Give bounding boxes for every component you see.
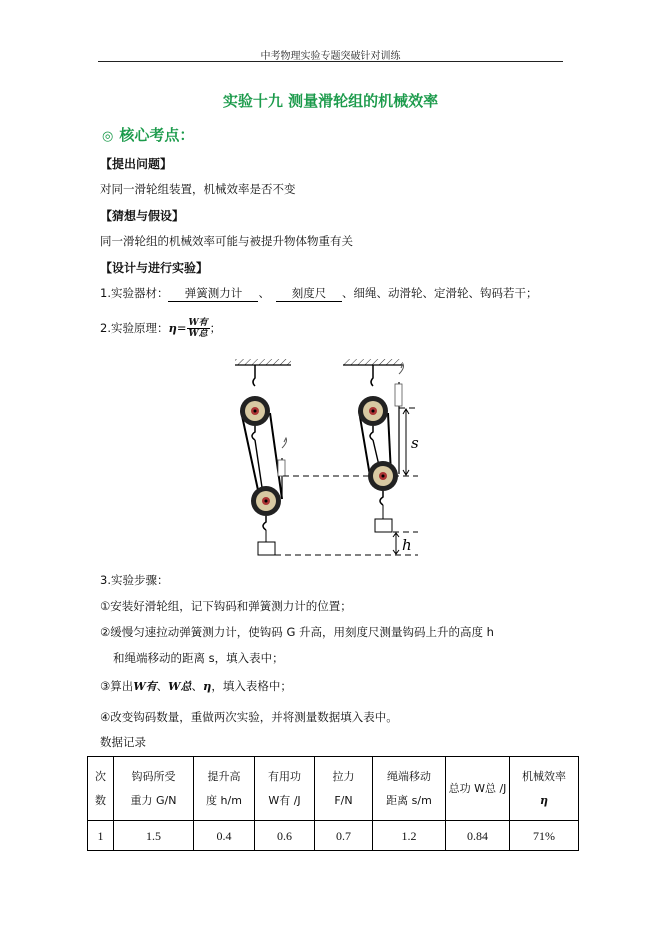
equipment-line — [100, 285, 537, 302]
cell-force: 0.7 — [315, 821, 373, 851]
page-title: 实验十九 测量滑轮组的机械效率 — [222, 92, 439, 110]
header-cell-efficiency: 机械效率 η — [510, 757, 579, 821]
equals-sign: = — [176, 321, 187, 335]
hypothesis-text: 同一滑轮组的机械效率可能与被提升物体物重有关 — [100, 234, 353, 248]
right-pulley-setup — [343, 359, 418, 532]
equipment-sep: 、 — [258, 286, 270, 300]
label-s: s — [411, 434, 419, 452]
eta-symbol: η — [168, 321, 177, 335]
equipment-prefix: 1.实验器材： — [100, 286, 169, 300]
step-3 — [100, 678, 292, 694]
core-heading-text: 核心考点： — [119, 126, 195, 144]
table-row — [88, 821, 579, 851]
equipment-rest: 、细绳、动滑轮、定滑轮、钩码若干； — [341, 286, 538, 300]
header-divider — [98, 61, 563, 62]
fraction-numerator: W有 — [188, 318, 208, 328]
header-cell-force: 拉力 F/N — [315, 757, 373, 821]
step-3-sep-2: 、 — [191, 679, 204, 693]
data-table — [87, 756, 579, 851]
step-3-suffix: ，填入表格中； — [211, 679, 292, 693]
design-heading: 【设计与进行实验】 — [100, 261, 209, 275]
table-header-row — [88, 757, 579, 821]
header-cell-useful-work: 有用功 W有 /J — [255, 757, 315, 821]
step-4: ④改变钩码数量，重做两次实验，并将测量数据填入表中。 — [100, 710, 398, 724]
efficiency-fraction — [187, 318, 210, 339]
header-cell-height: 提升高 度 h/m — [194, 757, 255, 821]
cell-useful-work: 0.6 — [255, 821, 315, 851]
eta-symbol-step: η — [203, 679, 212, 693]
page-header: 中考物理实验专题突破针对训练 — [260, 51, 401, 62]
total-work-symbol: W总 — [168, 680, 192, 693]
label-h: h — [402, 536, 412, 554]
cell-weight: 1.5 — [114, 821, 194, 851]
left-pulley-setup — [235, 359, 291, 555]
cell-distance: 1.2 — [373, 821, 446, 851]
header-cell-distance: 绳端移动 距离 s/m — [373, 757, 446, 821]
step-1: ①安装好滑轮组，记下钩码和弹簧测力计的位置； — [100, 599, 352, 613]
cell-height: 0.4 — [194, 821, 255, 851]
steps-heading: 3.实验步骤： — [100, 573, 169, 587]
header-cell-total-work: 总功 W总 /J — [446, 757, 510, 821]
cell-count: 1 — [88, 821, 114, 851]
equipment-item-ruler: 刻度尺 — [276, 285, 342, 302]
double-circle-icon: ◎ — [102, 129, 114, 144]
question-heading: 【提出问题】 — [100, 157, 173, 171]
step-3-prefix: ③算出 — [100, 679, 134, 693]
header-cell-weight: 钩码所受 重力 G/N — [114, 757, 194, 821]
useful-work-symbol: W有 — [133, 680, 157, 693]
pulley-figure — [225, 356, 440, 562]
principle-line — [100, 318, 221, 339]
step-2b: 和绳端移动的距离 s，填入表中； — [113, 651, 284, 665]
hypothesis-heading: 【猜想与假设】 — [100, 209, 185, 223]
header-cell-count: 次 数 — [88, 757, 114, 821]
core-heading — [102, 124, 194, 145]
cell-total-work: 0.84 — [446, 821, 510, 851]
principle-prefix: 2.实验原理： — [100, 321, 169, 335]
question-text: 对同一滑轮组装置，机械效率是否不变 — [100, 182, 296, 196]
step-2a: ②缓慢匀速拉动弹簧测力计，使钩码 G 升高，用刻度尺测量钩码上升的高度 h — [100, 625, 494, 639]
cell-efficiency: 71% — [510, 821, 579, 851]
equipment-item-spring-scale: 弹簧测力计 — [168, 285, 258, 302]
step-3-sep-1: 、 — [156, 679, 169, 693]
principle-suffix: ； — [209, 321, 222, 335]
data-record-label: 数据记录 — [100, 735, 146, 749]
fraction-denominator: W总 — [188, 329, 208, 339]
